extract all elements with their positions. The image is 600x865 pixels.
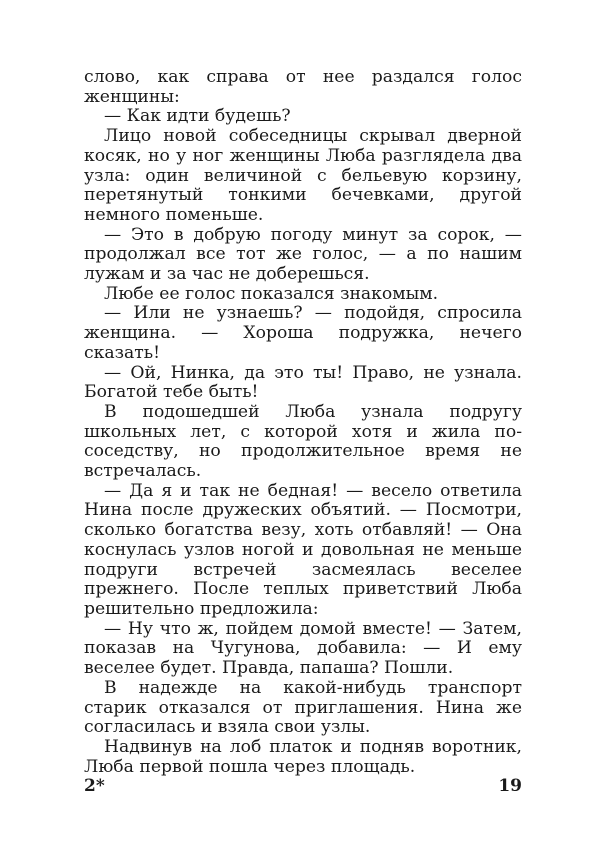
paragraph: — Ну что ж, пойдем домой вместе! — Затем, показав на Чугунова, добавила: — И ему веселее будет. Правда, папаша? Пошли. <box>84 618 522 679</box>
paragraph: В подошедшей Люба узнала подругу школьных лет, с которой хотя и жила по-соседству, но продолжительное время не встречалась. <box>84 401 522 482</box>
paragraph: Надвинув на лоб платок и подняв воротник, Люба первой пошла через площадь. <box>84 736 522 777</box>
paragraph: слово, как справа от нее раздался голос женщины: <box>84 67 522 107</box>
paragraph: Любе ее голос показался знакомым. <box>104 283 439 304</box>
paragraph: — Ой, Нинка, да это ты! Право, не узнала. Богатой тебе быть! <box>84 362 522 403</box>
paragraph: — Это в добрую погоду минут за сорок, — продолжал все тот же голос, — а по нашим лужам и за час не доберешься. <box>84 224 522 285</box>
paragraph: В надежде на какой-нибудь транспорт старик отказался от приглашения. Нина же согласилась и взяла свои узлы. <box>84 677 522 738</box>
signature-mark: 2* <box>84 776 105 796</box>
page-body-text <box>84 68 522 777</box>
paragraph: — Да я и так не бедная! — весело ответила Нина после дружеских объятий. — Посмотри, сколько богатства везу, хоть отбавляй! — Она коснулась узлов ногой и довольная не меньше подруги встречей засмеялась веселее прежнего. После теплых приветствий Люба решительно предложила: <box>84 480 522 619</box>
paragraph: Лицо новой собеседницы скрывал дверной косяк, но у ног женщины Люба разглядела два узла: один величиной с бельевую корзину, перетянутый тонкими бечевками, другой немного поменьше. <box>84 126 522 225</box>
paragraph: — Как идти будешь? <box>104 106 291 127</box>
page-number: 19 <box>498 776 522 796</box>
paragraph: — Или не узнаешь? — подойдя, спросила женщина. — Хороша подружка, нечего сказать! <box>84 303 522 363</box>
